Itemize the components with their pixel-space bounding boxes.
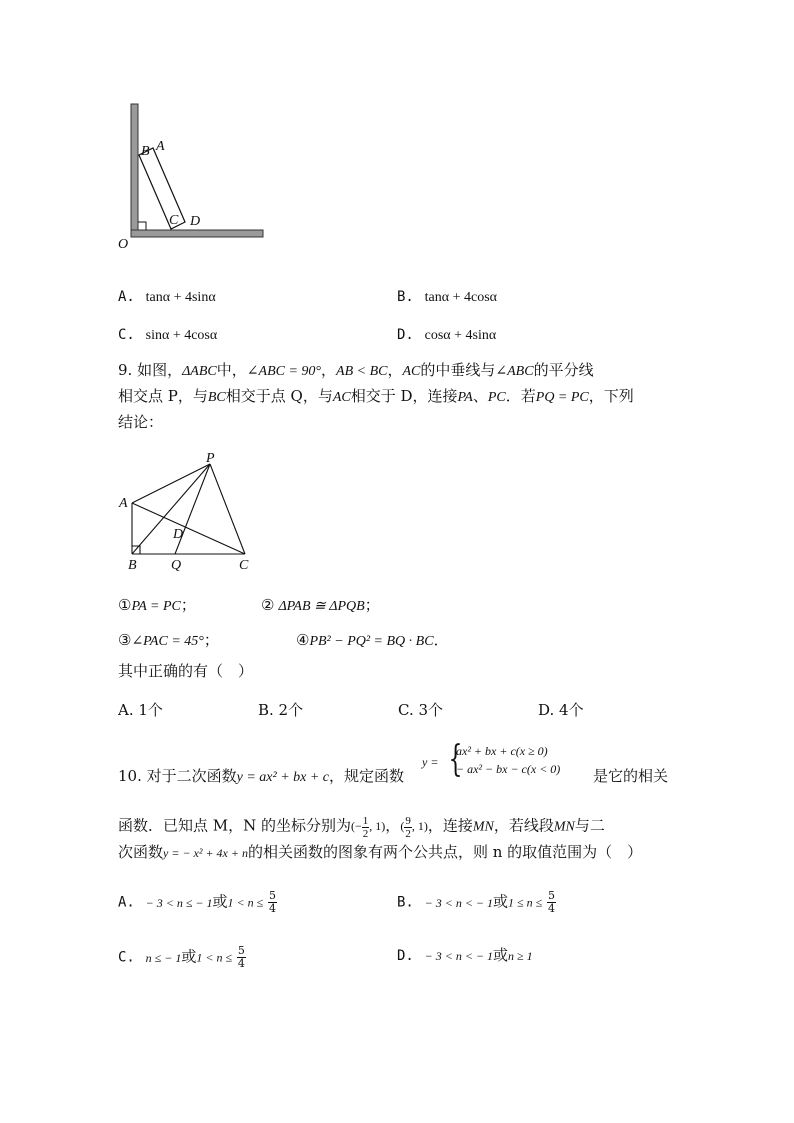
brace-icon: { bbox=[448, 739, 463, 780]
text: 函数．已知点 M，N 的坐标分别为 bbox=[118, 816, 352, 835]
option-letter: C. bbox=[118, 327, 135, 343]
q10-line-1 bbox=[118, 766, 404, 788]
math: AC bbox=[332, 390, 351, 405]
label-B: B bbox=[141, 144, 150, 159]
text: 次函数 bbox=[118, 843, 164, 861]
text: ，若线段 bbox=[493, 816, 554, 835]
option-text: C. 3个 bbox=[398, 701, 444, 719]
figure-triangle-pabc bbox=[115, 448, 265, 573]
q8-option-d[interactable] bbox=[397, 324, 496, 346]
label-Q: Q bbox=[171, 558, 182, 573]
figure-wall-rectangle bbox=[115, 100, 275, 250]
option-text: cosα + 4sinα bbox=[424, 328, 497, 343]
math: ∠PAC = 45° bbox=[131, 634, 204, 649]
q9-conclusion-1 bbox=[118, 595, 196, 617]
label-B: B bbox=[128, 558, 137, 573]
math: MN bbox=[553, 819, 575, 835]
numerator: 9 bbox=[405, 815, 411, 827]
q8-option-a[interactable] bbox=[118, 286, 216, 308]
option-letter: B. bbox=[397, 289, 414, 305]
q9-conclusion-3 bbox=[118, 630, 219, 652]
text: ③ bbox=[118, 631, 132, 649]
option-letter: A. bbox=[118, 894, 135, 911]
wall-shape bbox=[131, 104, 138, 237]
q8-option-c[interactable] bbox=[118, 324, 217, 346]
option-text: D. 4个 bbox=[538, 701, 584, 719]
numerator: 1 bbox=[362, 815, 369, 827]
math: ∠ABC bbox=[495, 364, 534, 379]
text: 9. 如图， bbox=[118, 361, 183, 379]
text: ． bbox=[433, 631, 449, 649]
label-C: C bbox=[239, 558, 249, 573]
text: ，连接 bbox=[427, 816, 473, 835]
option-text: tanα + 4cosα bbox=[424, 290, 497, 305]
math: ∠ABC = 90° bbox=[246, 364, 321, 379]
text: 与二 bbox=[574, 816, 605, 835]
math: PC bbox=[487, 390, 506, 405]
right-angle-mark bbox=[138, 222, 146, 230]
text: ， bbox=[321, 361, 337, 379]
q9-line-2 bbox=[118, 386, 634, 408]
q10-option-c[interactable] bbox=[118, 945, 246, 970]
math: MN bbox=[472, 819, 494, 835]
q10-line-1-end bbox=[593, 766, 668, 786]
math: − ax² − bx − c(x < 0) bbox=[456, 762, 561, 776]
fraction bbox=[404, 815, 412, 840]
math: (− bbox=[351, 819, 362, 834]
option-letter: D. bbox=[397, 327, 414, 343]
option-text: B. 2个 bbox=[258, 701, 304, 719]
text: 结论： bbox=[118, 413, 164, 431]
text: ④ bbox=[296, 631, 310, 649]
math: AC bbox=[402, 364, 421, 379]
math: AB < BC bbox=[336, 364, 388, 379]
math: y = bbox=[422, 755, 439, 769]
text: 的相关函数的图象有两个公共点，则 n 的取值范围为（ ） bbox=[247, 843, 643, 861]
text: ，规定函数 bbox=[329, 767, 405, 785]
option-letter: C. bbox=[118, 949, 135, 966]
numerator: 5 bbox=[269, 889, 277, 902]
text: 或 bbox=[493, 892, 509, 911]
option-text: tanα + 4sinα bbox=[145, 290, 216, 305]
math: − 3 < n ≤ − 1 bbox=[145, 895, 213, 910]
text: ．若 bbox=[505, 387, 536, 405]
text: ① bbox=[118, 596, 132, 614]
q9-conclusion-2 bbox=[261, 595, 380, 617]
denominator: 4 bbox=[269, 902, 277, 915]
math: y = − x² + 4x + n bbox=[163, 846, 248, 860]
label-D: D bbox=[173, 527, 184, 542]
math: ( bbox=[400, 819, 405, 834]
math: , 1) bbox=[369, 819, 386, 834]
q10-option-d[interactable] bbox=[397, 945, 533, 966]
text: 相交于 D，连接 bbox=[350, 387, 458, 405]
math: − 3 < n < − 1 bbox=[424, 949, 494, 963]
text: 或 bbox=[493, 946, 509, 964]
point-n bbox=[400, 815, 428, 840]
text: ； bbox=[180, 596, 196, 614]
text: ； bbox=[364, 596, 380, 614]
math: , 1) bbox=[411, 819, 428, 834]
option-letter: D. bbox=[397, 948, 414, 964]
denominator: 2 bbox=[405, 828, 411, 840]
q9-line-3 bbox=[118, 412, 163, 432]
numerator: 5 bbox=[237, 944, 245, 957]
q10-line-2 bbox=[118, 815, 605, 840]
math: n ≥ 1 bbox=[508, 949, 533, 963]
option-letter: A. bbox=[118, 289, 135, 305]
math: y = ax² + bx + c bbox=[236, 770, 330, 785]
text: ， bbox=[385, 816, 401, 835]
math: 1 < n ≤ bbox=[227, 895, 264, 910]
math: − 3 < n < − 1 bbox=[424, 895, 494, 910]
point-m bbox=[351, 815, 386, 840]
q8-option-b[interactable] bbox=[397, 286, 497, 308]
q10-option-a[interactable] bbox=[118, 890, 277, 915]
q10-line-3 bbox=[118, 842, 642, 863]
q9-option-a[interactable] bbox=[118, 700, 163, 720]
label-P: P bbox=[206, 451, 215, 466]
label-A: A bbox=[119, 496, 128, 511]
math: n ≤ − 1 bbox=[145, 950, 182, 965]
text: 或 bbox=[181, 947, 197, 966]
option-text: sinα + 4cosα bbox=[145, 328, 218, 343]
text: 的平分线 bbox=[533, 361, 594, 379]
text: 10. 对于二次函数 bbox=[118, 767, 237, 785]
q9-conclusion-4 bbox=[296, 630, 449, 652]
text: 其中正确的有（ ） bbox=[118, 662, 254, 680]
text: 的中垂线与 bbox=[420, 361, 496, 379]
q9-option-b[interactable] bbox=[258, 700, 303, 720]
segment-pb bbox=[132, 464, 210, 554]
label-D: D bbox=[190, 214, 201, 229]
segment-ap bbox=[132, 464, 210, 503]
math: 1 < n ≤ bbox=[196, 950, 233, 965]
math: ΔABC bbox=[182, 364, 217, 379]
label-C: C bbox=[169, 213, 179, 228]
text: 相交于点 Q，与 bbox=[225, 387, 333, 405]
floor-shape bbox=[131, 230, 263, 237]
text: 是它的相关 bbox=[593, 767, 669, 785]
q9-option-d[interactable] bbox=[538, 700, 584, 720]
option-letter: B. bbox=[397, 894, 414, 911]
q9-option-c[interactable] bbox=[398, 700, 443, 720]
q9-line-1 bbox=[118, 360, 594, 382]
fraction bbox=[268, 890, 277, 915]
numerator: 5 bbox=[548, 889, 555, 902]
q10-option-b[interactable] bbox=[397, 890, 556, 915]
math: ΔPAB ≅ ΔPQB bbox=[278, 599, 365, 614]
denominator: 4 bbox=[237, 957, 245, 970]
text: 、 bbox=[472, 387, 488, 405]
label-A: A bbox=[156, 139, 165, 154]
text: 相交点 P，与 bbox=[118, 387, 208, 405]
math: PQ = PC bbox=[535, 390, 589, 405]
text: 中， bbox=[216, 361, 247, 379]
text: ② bbox=[261, 596, 275, 614]
denominator: 2 bbox=[362, 828, 369, 840]
math: PA bbox=[457, 390, 473, 405]
math: PA = PC bbox=[131, 599, 181, 614]
math: PB² − PQ² = BQ · BC bbox=[309, 634, 434, 649]
fraction bbox=[547, 890, 556, 915]
denominator: 4 bbox=[548, 902, 555, 915]
math: BC bbox=[207, 390, 226, 405]
label-O: O bbox=[118, 237, 129, 250]
math: ax² + bx + c(x ≥ 0) bbox=[456, 744, 548, 758]
option-text: A. 1个 bbox=[118, 701, 163, 719]
text: ， bbox=[387, 361, 403, 379]
text: 或 bbox=[212, 892, 228, 911]
math: 1 ≤ n ≤ bbox=[508, 895, 543, 910]
q9-question bbox=[118, 661, 253, 681]
text: ，下列 bbox=[588, 387, 634, 405]
text: ； bbox=[203, 631, 219, 649]
fraction bbox=[237, 945, 246, 970]
